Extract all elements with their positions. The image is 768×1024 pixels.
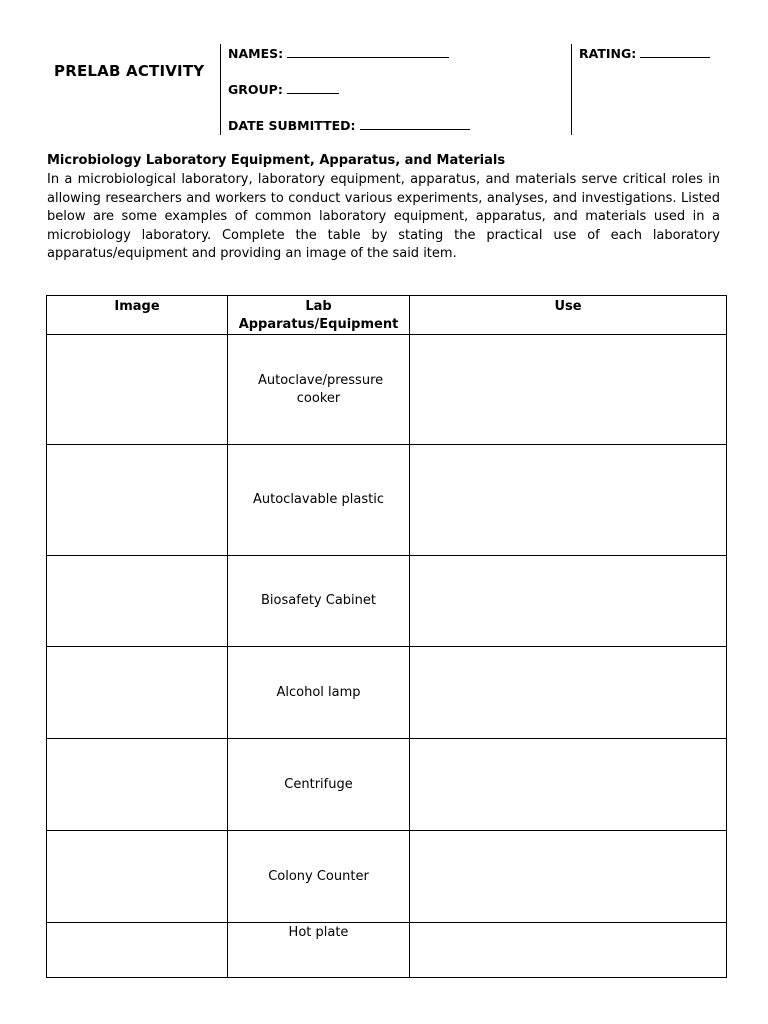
image-cell[interactable] <box>47 335 228 445</box>
names-blank[interactable] <box>287 45 449 58</box>
column-header-apparatus: Lab Apparatus/Equipment <box>228 296 410 335</box>
apparatus-name-cell: Alcohol lamp <box>228 647 410 739</box>
column-header-image: Image <box>47 296 228 335</box>
header-divider-right <box>571 44 572 135</box>
table-header-row <box>47 296 727 335</box>
image-cell[interactable] <box>47 556 228 647</box>
names-label: NAMES: <box>228 46 284 61</box>
use-cell[interactable] <box>410 739 727 831</box>
apparatus-name-cell: Biosafety Cabinet <box>228 556 410 647</box>
header-divider-left <box>220 44 221 135</box>
apparatus-name-cell: Hot plate <box>228 923 410 978</box>
table-row <box>47 445 727 556</box>
table-row <box>47 739 727 831</box>
rating-blank[interactable] <box>640 45 710 58</box>
intro-paragraph: In a microbiological laboratory, laboratory equipment, apparatus, and materials serve critical roles in allowing researchers and workers to conduct various experiments, analyses, and investigations. Listed below are some examples of common laboratory equipment, apparatus, and materials used in a microbiology laboratory. Complete the table by stating the practical use of each laboratory apparatus/equipment and providing an image of the said item. <box>47 172 720 261</box>
use-cell[interactable] <box>410 335 727 445</box>
table-row <box>47 831 727 923</box>
apparatus-name-cell: Autoclavable plastic <box>228 445 410 556</box>
table-row <box>47 647 727 739</box>
image-cell[interactable] <box>47 739 228 831</box>
image-cell[interactable] <box>47 923 228 978</box>
page-title: PRELAB ACTIVITY <box>54 62 205 80</box>
use-cell[interactable] <box>410 647 727 739</box>
date-submitted-label: DATE SUBMITTED: <box>228 118 356 133</box>
image-cell[interactable] <box>47 831 228 923</box>
section-title: Microbiology Laboratory Equipment, Apparatus, and Materials <box>47 153 506 168</box>
names-field[interactable] <box>228 45 449 61</box>
equipment-table <box>46 295 727 978</box>
table-row <box>47 923 727 978</box>
image-cell[interactable] <box>47 445 228 556</box>
table-row <box>47 335 727 445</box>
use-cell[interactable] <box>410 556 727 647</box>
apparatus-name-cell: Autoclave/pressure cooker <box>228 335 410 445</box>
apparatus-name-cell: Centrifuge <box>228 739 410 831</box>
use-cell[interactable] <box>410 831 727 923</box>
use-cell[interactable] <box>410 445 727 556</box>
column-header-use: Use <box>410 296 727 335</box>
rating-label: RATING: <box>579 46 637 61</box>
group-label: GROUP: <box>228 82 283 97</box>
apparatus-name-cell: Colony Counter <box>228 831 410 923</box>
date-submitted-field[interactable] <box>228 117 470 133</box>
image-cell[interactable] <box>47 647 228 739</box>
rating-field[interactable] <box>579 45 710 61</box>
use-cell[interactable] <box>410 923 727 978</box>
date-submitted-blank[interactable] <box>360 117 470 130</box>
table-row <box>47 556 727 647</box>
group-field[interactable] <box>228 81 339 97</box>
group-blank[interactable] <box>287 81 339 94</box>
